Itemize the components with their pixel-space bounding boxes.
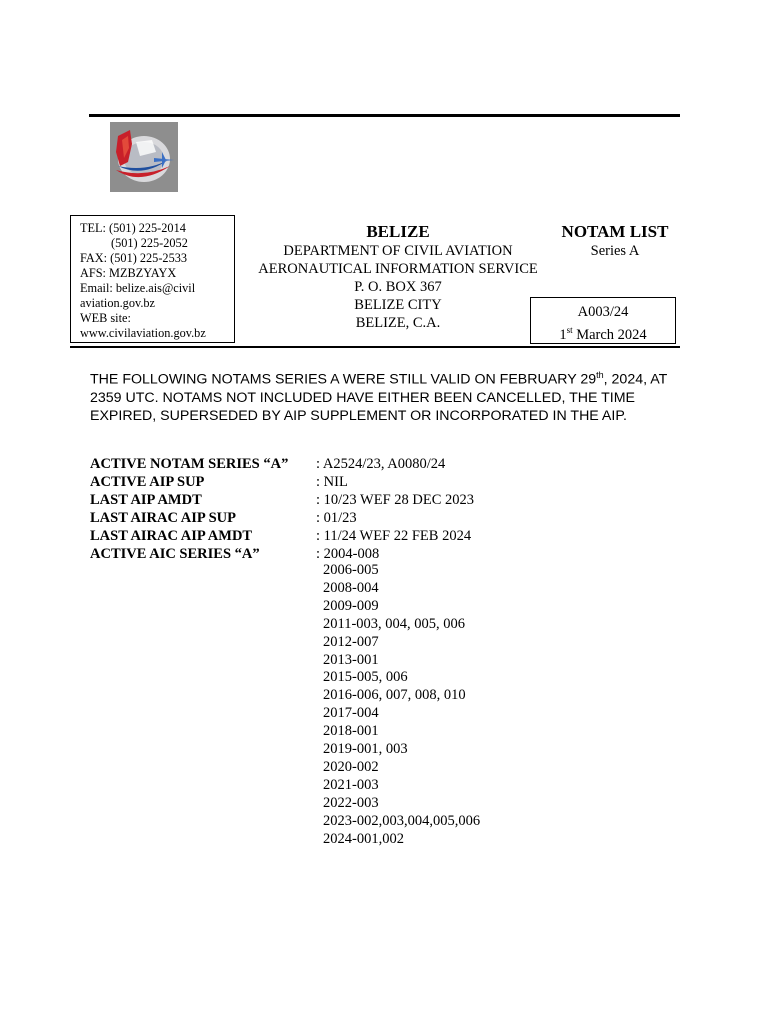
aic-item: 2020-002 (323, 758, 379, 775)
issue-date-month-year: March 2024 (572, 326, 647, 343)
contact-fax: FAX: (501) 225-2533 (80, 251, 188, 265)
aic-item: 2009-009 (323, 597, 379, 614)
city: BELIZE CITY (354, 297, 442, 313)
intro-text-2: , 2024, AT 2359 UTC. NOTAMS NOT INCLUDED HAVE EITHER BEEN CANCELLED, THE TIME EXPIRED, SUPERSEDED BY AIP SUPPLEMENT OR INCORPORATED IN THE AIP. (90, 371, 668, 424)
status-value: : A2524/23, A0080/24 (316, 456, 446, 472)
aic-item: 2024-001,002 (323, 830, 404, 847)
status-value: : 01/23 (316, 509, 357, 526)
aic-item: 2017-004 (323, 705, 379, 722)
status-label: ACTIVE AIC SERIES “A” (90, 545, 260, 562)
aic-item: 2013-001 (323, 651, 379, 668)
aic-item: 2008-004 (323, 579, 379, 596)
po-box: P. O. BOX 367 (354, 279, 442, 295)
status-value: : 2004-008 (316, 545, 380, 562)
contact-web-url: www.civilaviation.gov.bz (80, 326, 206, 340)
reference-box (530, 297, 676, 344)
status-value: : 11/24 WEF 22 FEB 2024 (316, 527, 472, 544)
service-name: AERONAUTICAL INFORMATION SERVICE (258, 261, 538, 277)
header-address-block (248, 222, 548, 332)
contact-box (70, 215, 235, 343)
intro-text-1: THE FOLLOWING NOTAMS SERIES A WERE STILL VALID ON FEBRUARY 29 (90, 371, 597, 388)
issue-date-suffix: st (566, 325, 573, 335)
aic-item: 2006-005 (323, 562, 379, 578)
status-row (90, 510, 690, 528)
contact-web-label: WEB site: (80, 311, 131, 325)
status-label: ACTIVE AIP SUP (90, 473, 205, 490)
status-value: : NIL (316, 473, 348, 490)
status-label: LAST AIP AMDT (90, 491, 202, 508)
contact-email: Email: belize.ais@civil (80, 281, 196, 295)
status-label: ACTIVE NOTAM SERIES “A” (90, 456, 289, 472)
status-list (90, 456, 690, 563)
status-row (90, 474, 690, 492)
aic-list (323, 562, 480, 849)
contact-email-cont: aviation.gov.bz (80, 296, 156, 310)
contact-tel: TEL: (501) 225-2014 (80, 221, 186, 235)
status-value: : 10/23 WEF 28 DEC 2023 (316, 491, 475, 508)
country-line: BELIZE, C.A. (355, 315, 441, 331)
status-row (90, 456, 690, 474)
aic-item: 2021-003 (323, 776, 379, 793)
intro-date-suffix: th (596, 370, 604, 380)
aic-item: 2022-003 (323, 794, 379, 811)
status-row (90, 492, 690, 510)
aic-item: 2018-001 (323, 723, 379, 740)
status-row (90, 528, 690, 546)
aic-item: 2023-002,003,004,005,006 (323, 812, 481, 829)
aic-item: 2016-006, 007, 008, 010 (323, 687, 466, 704)
aic-item: 2019-001, 003 (323, 741, 408, 758)
status-label: LAST AIRAC AIP AMDT (90, 527, 253, 544)
status-label: LAST AIRAC AIP SUP (90, 509, 236, 526)
series-label: Series A (590, 243, 640, 259)
document-title: NOTAM LIST (561, 222, 669, 241)
top-rule (89, 114, 680, 117)
reference-number: A003/24 (577, 304, 629, 320)
country-title: BELIZE (366, 222, 430, 241)
aic-item: 2012-007 (323, 633, 379, 650)
issue-date-day: 1 (559, 326, 567, 343)
aic-item: 2011-003, 004, 005, 006 (323, 615, 466, 632)
department-name: DEPARTMENT OF CIVIL AVIATION (283, 243, 513, 259)
header-rule (70, 346, 680, 348)
contact-afs: AFS: MZBZYAYX (80, 266, 177, 280)
aic-item: 2015-005, 006 (323, 669, 408, 686)
intro-paragraph (90, 366, 680, 425)
status-row (90, 546, 690, 564)
issue-date (531, 321, 675, 344)
civil-aviation-logo (110, 122, 178, 192)
contact-tel-2: (501) 225-2052 (111, 236, 188, 250)
